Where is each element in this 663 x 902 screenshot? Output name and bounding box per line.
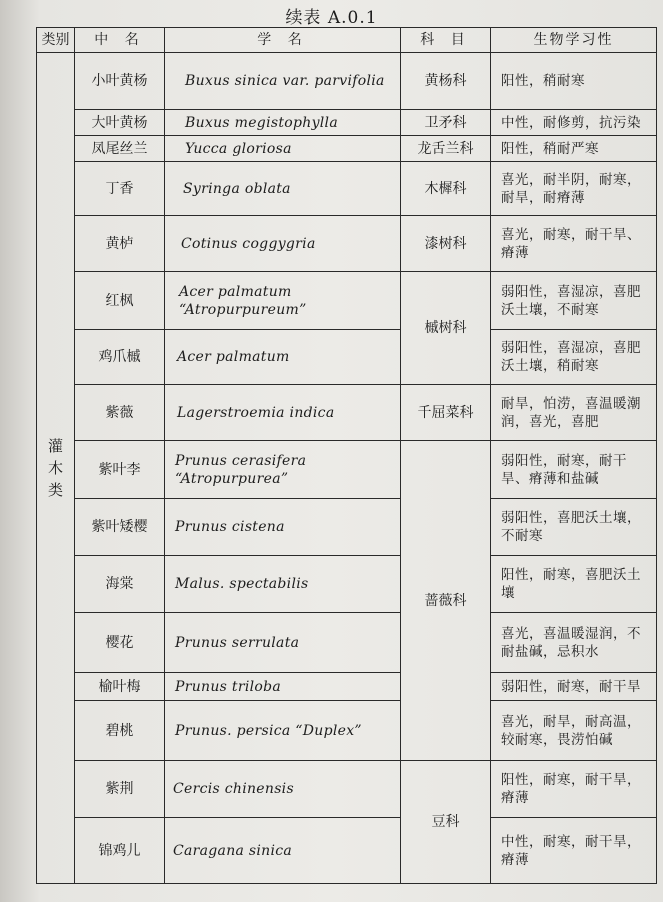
chinese-name-cell: 紫薇 <box>75 385 165 441</box>
family-cell: 漆树科 <box>401 216 491 272</box>
chinese-name-cell: 红枫 <box>75 272 165 330</box>
category-label: 灌木类 <box>47 437 63 499</box>
table-row <box>37 53 657 110</box>
scientific-name-cell: Caragana sinica <box>165 818 401 884</box>
table-row <box>37 441 657 499</box>
habit-cell: 阳性，稍耐严寒 <box>491 136 657 162</box>
table-row <box>37 110 657 136</box>
scientific-name-cell: Prunus. persica “Duplex” <box>165 701 401 761</box>
family-cell: 槭树科 <box>401 272 491 385</box>
table-row <box>37 818 657 884</box>
habit-cell: 弱阳性，耐寒，耐干旱、瘠薄和盐碱 <box>491 441 657 499</box>
plant-table <box>36 27 657 884</box>
table-row <box>37 701 657 761</box>
habit-cell: 喜光，耐寒，耐干旱、瘠薄 <box>491 216 657 272</box>
table-row <box>37 556 657 613</box>
header-row <box>37 28 657 53</box>
scientific-name-cell: Malus. spectabilis <box>165 556 401 613</box>
table-row <box>37 673 657 701</box>
chinese-name-cell: 榆叶梅 <box>75 673 165 701</box>
habit-cell: 中性，耐修剪，抗污染 <box>491 110 657 136</box>
table-row <box>37 761 657 818</box>
chinese-name-cell: 小叶黄杨 <box>75 53 165 110</box>
chinese-name-cell: 紫叶李 <box>75 441 165 499</box>
scientific-name-cell: Buxus sinica var. parvifolia <box>165 53 401 110</box>
family-cell: 卫矛科 <box>401 110 491 136</box>
scientific-name-cell: Prunus cerasifera “Atropurpurea” <box>165 441 401 499</box>
habit-cell: 弱阳性，喜湿凉，喜肥沃土壤，稍耐寒 <box>491 330 657 385</box>
habit-cell: 耐旱，怕涝，喜温暖潮润，喜光，喜肥 <box>491 385 657 441</box>
scientific-name-cell: Acer palmatum “Atropurpureum” <box>165 272 401 330</box>
chinese-name-cell: 碧桃 <box>75 701 165 761</box>
scientific-name-cell: Prunus triloba <box>165 673 401 701</box>
scientific-name-cell: Cotinus coggygria <box>165 216 401 272</box>
chinese-name-cell: 大叶黄杨 <box>75 110 165 136</box>
category-cell <box>37 53 75 884</box>
scientific-name-cell: Prunus serrulata <box>165 613 401 673</box>
habit-cell: 喜光，喜温暖湿润，不耐盐碱，忌积水 <box>491 613 657 673</box>
habit-cell: 阳性，稍耐寒 <box>491 53 657 110</box>
scientific-name-cell: Prunus cistena <box>165 499 401 556</box>
habit-cell: 阳性，耐寒，耐干旱，瘠薄 <box>491 761 657 818</box>
chinese-name-cell: 樱花 <box>75 613 165 673</box>
header-scientific-name: 学 名 <box>165 28 401 53</box>
habit-cell: 喜光，耐旱，耐高温，较耐寒，畏涝怕碱 <box>491 701 657 761</box>
chinese-name-cell: 丁香 <box>75 162 165 216</box>
scientific-name-cell: Cercis chinensis <box>165 761 401 818</box>
chinese-name-cell: 锦鸡儿 <box>75 818 165 884</box>
family-cell: 黄杨科 <box>401 53 491 110</box>
table-row <box>37 499 657 556</box>
habit-cell: 弱阳性，喜湿凉，喜肥沃土壤，不耐寒 <box>491 272 657 330</box>
habit-cell: 喜光，耐半阴，耐寒，耐旱，耐瘠薄 <box>491 162 657 216</box>
table-row <box>37 330 657 385</box>
chinese-name-cell: 海棠 <box>75 556 165 613</box>
habit-cell: 弱阳性，耐寒，耐干旱 <box>491 673 657 701</box>
chinese-name-cell: 黄栌 <box>75 216 165 272</box>
family-cell: 豆科 <box>401 761 491 884</box>
chinese-name-cell: 凤尾丝兰 <box>75 136 165 162</box>
scientific-name-cell: Buxus megistophylla <box>165 110 401 136</box>
scientific-name-cell: Acer palmatum <box>165 330 401 385</box>
table-row <box>37 613 657 673</box>
family-cell: 千屈菜科 <box>401 385 491 441</box>
table-row <box>37 162 657 216</box>
table-row <box>37 385 657 441</box>
header-chinese-name: 中 名 <box>75 28 165 53</box>
table-row <box>37 136 657 162</box>
table-row <box>37 272 657 330</box>
family-cell: 木樨科 <box>401 162 491 216</box>
chinese-name-cell: 鸡爪槭 <box>75 330 165 385</box>
scientific-name-cell: Lagerstroemia indica <box>165 385 401 441</box>
header-family: 科 目 <box>401 28 491 53</box>
header-habit: 生物学习性 <box>491 28 657 53</box>
table-caption: 续表 A.0.1 <box>285 8 378 28</box>
habit-cell: 中性，耐寒，耐干旱，瘠薄 <box>491 818 657 884</box>
family-cell: 蔷薇科 <box>401 441 491 761</box>
habit-cell: 弱阳性，喜肥沃土壤，不耐寒 <box>491 499 657 556</box>
chinese-name-cell: 紫荆 <box>75 761 165 818</box>
family-cell: 龙舌兰科 <box>401 136 491 162</box>
habit-cell: 阳性，耐寒，喜肥沃土壤 <box>491 556 657 613</box>
scientific-name-cell: Yucca gloriosa <box>165 136 401 162</box>
table-row <box>37 216 657 272</box>
header-category: 类别 <box>37 28 75 53</box>
chinese-name-cell: 紫叶矮樱 <box>75 499 165 556</box>
scientific-name-cell: Syringa oblata <box>165 162 401 216</box>
